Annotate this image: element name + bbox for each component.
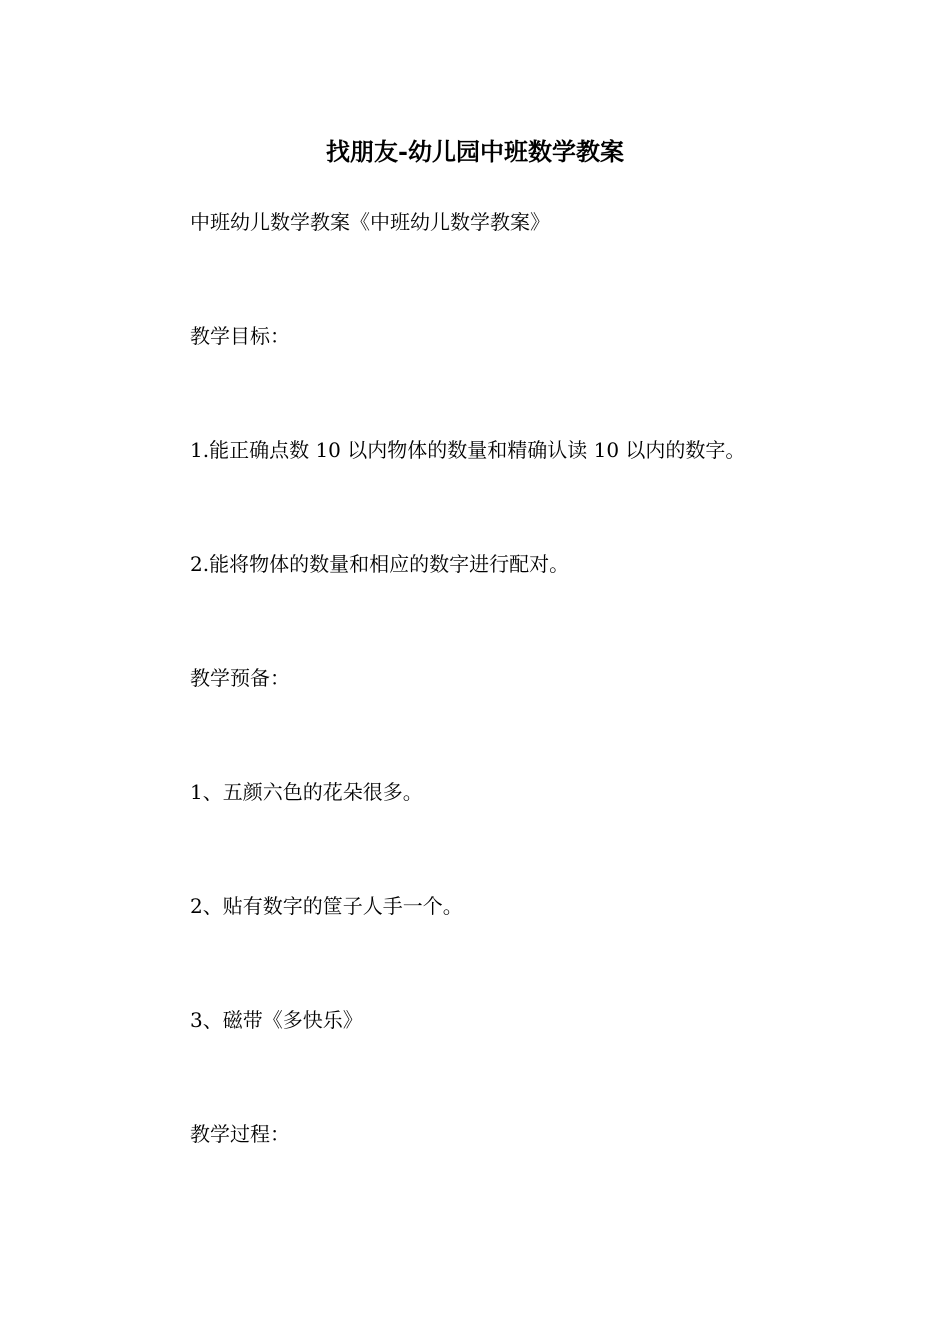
preparation-item-1: 1、五颜六色的花朵很多。 [190, 780, 423, 804]
preparation-item-2: 2、贴有数字的筐子人手一个。 [190, 894, 463, 918]
goal-item-1: 1.能正确点数 10 以内物体的数量和精确认读 10 以内的数字。 [190, 438, 746, 462]
section-heading-process: 教学过程： [190, 1122, 290, 1146]
document-title: 找朋友-幼儿园中班数学教案 [326, 137, 624, 166]
paragraph-subtitle: 中班幼儿数学教案《中班幼儿数学教案》 [190, 210, 550, 234]
section-heading-goals: 教学目标： [190, 324, 290, 348]
goal-item-2: 2.能将物体的数量和相应的数字进行配对。 [190, 552, 570, 576]
section-heading-preparation: 教学预备： [190, 666, 290, 690]
preparation-item-3: 3、磁带《多快乐》 [190, 1008, 363, 1032]
